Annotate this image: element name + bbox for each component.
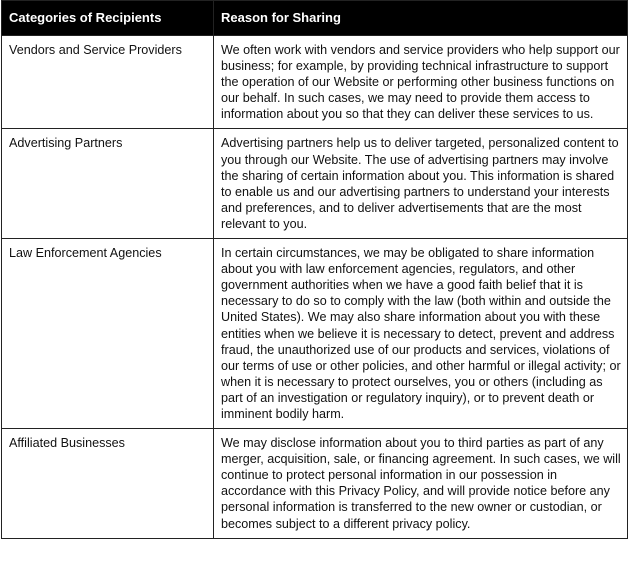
table-body (2, 36, 628, 539)
category-cell: Law Enforcement Agencies (2, 239, 214, 429)
category-cell: Advertising Partners (2, 129, 214, 239)
recipients-table (1, 0, 628, 539)
reason-cell: In certain circumstances, we may be obligated to share information about you with law enforcement agencies, regulators, and other government authorities when we have a good faith belief that it is necessary to do so to comply with the law (both within and outside the United States). We may also share information about you with these entities when we believe it is necessary to detect, prevent and address fraud, the unauthorized use of our products and services, violations of our terms of use or other policies, and other harmful or illegal activity; or when it is necessary to protect ourselves, you or others (including as part of an investigation or regulatory inquiry), or to prevent death or imminent bodily harm. (214, 239, 628, 429)
reason-cell: Advertising partners help us to deliver targeted, personalized content to you through our Website. The use of advertising partners may involve the sharing of certain information about you. This information is shared to enable us and our advertising partners to understand your interests and preferences, and to deliver advertisements that are the most relevant to you. (214, 129, 628, 239)
reason-cell: We often work with vendors and service providers who help support our business; for example, by providing technical infrastructure to support the operation of our Website or performing other business functions on our behalf. In such cases, we may need to provide them access to information about you so that they can deliver these services to us. (214, 36, 628, 129)
table-row (2, 36, 628, 129)
table-row (2, 239, 628, 429)
header-reason-for-sharing: Reason for Sharing (214, 1, 628, 36)
table-row (2, 429, 628, 539)
header-row (2, 1, 628, 36)
reason-cell: We may disclose information about you to third parties as part of any merger, acquisition, sale, or financing agreement. In such cases, we will continue to protect personal information in our possession in accordance with this Privacy Policy, and will provide notice before any personal information is transferred to the new owner or custodian, or becomes subject to a different privacy policy. (214, 429, 628, 539)
table-row (2, 129, 628, 239)
category-cell: Vendors and Service Providers (2, 36, 214, 129)
header-categories-of-recipients: Categories of Recipients (2, 1, 214, 36)
table-header (2, 1, 628, 36)
category-cell: Affiliated Businesses (2, 429, 214, 539)
